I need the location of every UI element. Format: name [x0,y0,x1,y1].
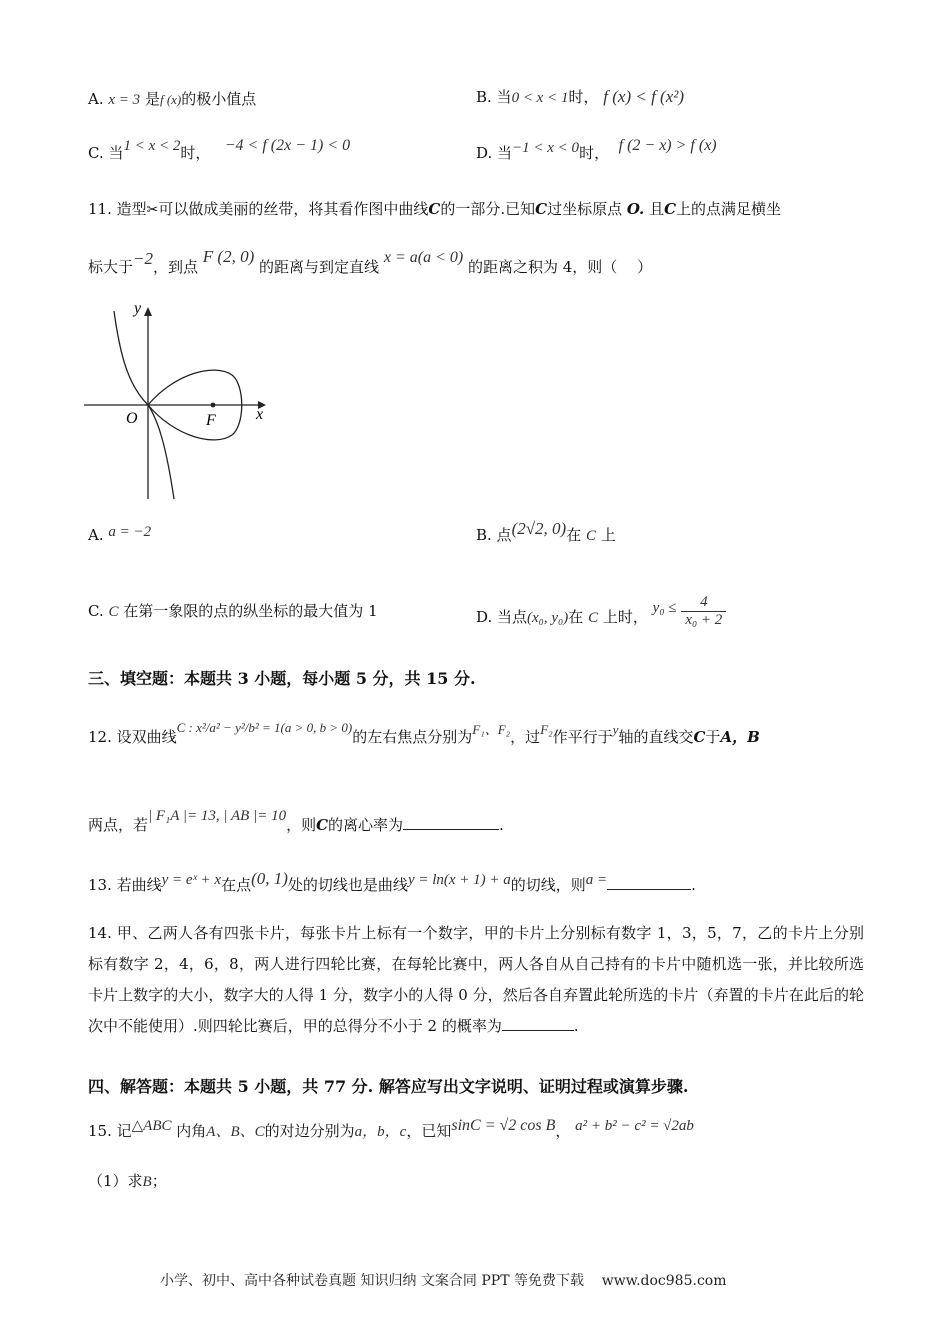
q10-option-a: A. x = 3 是f (x)的极小值点 [88,90,257,108]
q11-option-a: A. a = −2 [88,524,152,544]
q12-line1: 12. 设双曲线C : x²/a² − y²/b² = 1(a > 0, b > 0)的左右焦点分别为F₁、F₂，过F₂作平行于y轴的直线交C于A，B [88,720,760,746]
q12-line2: 两点，若| F₁A |= 13, | AB |= 10，则C的离心率为 . [88,808,504,834]
q13-answer-blank[interactable] [607,875,691,890]
y-axis-arrow [144,307,152,316]
focus-label: F [206,412,216,429]
section-3-heading: 三、填空题：本题共 3 小题，每小题 5 分，共 15 分. [88,669,476,688]
q11-line2: 标大于−2，到点 F (2, 0) 的距离与到定直线 x = a(a < 0) 的距离之积为 4，则（ ） [88,247,653,276]
fraction: $\frac{4}{\text{x₀ + 2}}$ [681,594,726,629]
q11-curve-graph [80,295,280,505]
q11-option-c: C. C 在第一象限的点的纵坐标的最大值为 1 [88,602,378,620]
q10-option-b: B. 当0 < x < 1时， f (x) < f (x²) [476,87,685,106]
q15-line: 15. 记△ABC 内角A、B、C的对边分别为a，b，c，已知sinC = √2 cos B， a² + b² − c² = √2ab [88,1117,694,1140]
x-axis-label: x [256,406,264,423]
q13-line: 13. 若曲线y = eˣ + x在点(0, 1)处的切线也是曲线y = ln(x + 1) + a的切线，则a = . [88,869,696,894]
footer-link[interactable]: www.doc985.com [601,1273,727,1289]
q15-part1: （1）求B； [88,1172,167,1190]
q11-option-b: B. 点(2√2, 0)在 C 上 [476,519,616,544]
curve-upper-branch [114,311,148,405]
q11-line1: 11. 造型✂可以做成美丽的丝带，将其看作图中曲线C的一部分.已知C过坐标原点 O. 且C上的点满足横坐 [88,200,782,218]
section-4-heading: 四、解答题：本题共 5 小题，共 77 分. 解答应写出文字说明、证明过程或演算步骤. [88,1077,689,1096]
y-axis-label: y [134,300,142,317]
q11-option-d: D. 当点(x₀, y₀)在 C 上时， y₀ ≤ $\frac{4}{\text{x₀ + 2}}$ [476,590,726,625]
q14-paragraph: 14. 甲、乙两人各有四张卡片，每张卡片上标有一个数字，甲的卡片上分别标有数字 1，3，5，7，乙的卡片上分别标有数字 2，4，6，8，两人进行四轮比赛，在每轮比赛中，两人各自从自己持有的卡片中随机选一张，并比较所选卡片上数字的大小，数字大的人得 1 分，数字小的人得 0 分，然后各自弃置此轮所选的卡片（弃置的卡片在此后的轮次中不能使用）.则四轮比赛后，甲的总得分不小于 2 的概率为 . [88,924,864,1035]
q12-answer-blank[interactable] [403,815,499,830]
q10-option-c: C. 当1 < x < 2时， −4 < f (2x − 1) < 0 [88,137,351,162]
focus-point [211,403,216,408]
ribbon-icon: ✂ [146,202,159,218]
curve-lower-branch [148,405,174,499]
origin-label: O [126,410,138,427]
q10-option-d: D. 当−1 < x < 0时， f (2 − x) > f (x) [476,137,717,162]
q14-answer-blank[interactable] [502,1016,574,1031]
page-footer: 小学、初中、高中各种试卷真题 知识归纳 文案合同 PPT 等免费下载 www.doc985.com [160,1273,727,1289]
